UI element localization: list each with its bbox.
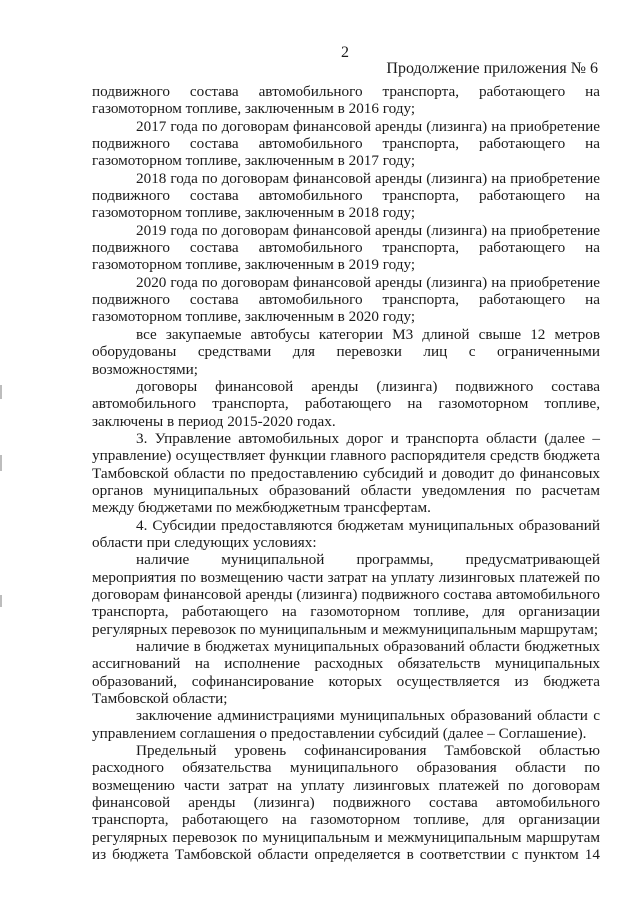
paragraph: все закупаемые автобусы категории М3 длиной свыше 12 метров оборудованы средствами для перевозки лиц с ограниченными возможностями; — [92, 325, 600, 378]
page-number: 2 — [341, 44, 349, 61]
paragraph: 2017 года по договорам финансовой аренды (лизинга) на приобретение подвижного состава автомобильного транспорта, работающего на газомоторном топливе, заключенным в 2017 году; — [92, 117, 600, 170]
paragraph: 3. Управление автомобильных дорог и транспорта области (далее – управление) осуществляет функции главного распорядителя средств бюджета Тамбовской области по предоставлению субсидий и доводит до финансовых органов муниципальных образований области уведомления по расчетам между бюджетами по межбюджетным трансфертам. — [92, 429, 600, 517]
appendix-continuation-note: Продолжение приложения № 6 — [386, 60, 598, 77]
paragraph: 2019 года по договорам финансовой аренды (лизинга) на приобретение подвижного состава автомобильного транспорта, работающего на газомоторном топливе, заключенным в 2019 году; — [92, 221, 600, 274]
scan-artifact-mark — [0, 455, 2, 471]
paragraph: 4. Субсидии предоставляются бюджетам муниципальных образований области при следующих условиях: — [92, 516, 600, 551]
scan-artifact-mark — [0, 385, 2, 399]
paragraph: заключение администрациями муниципальных образований области с управлением соглашения о предоставлении субсидий (далее – Соглашение). — [92, 707, 600, 742]
paragraph: Предельный уровень софинансирования Тамбовской областью расходного обязательства муниципального образования области по возмещению части затрат на уплату лизинговых платежей по договорам финансовой аренды (лизинга) подвижного состава автомобильного транспорта, работающего на газомоторном топливе, для организации регулярных перевозок по муниципальным и межмуниципальным маршрутам из бюджета Тамбовской области определяется в соответствии с пунктом 14 — [92, 742, 600, 864]
scan-artifact-mark — [0, 595, 2, 607]
paragraph: наличие в бюджетах муниципальных образований области бюджетных ассигнований на исполнение расходных обязательств муниципальных образований, софинансирование которых осуществляется из бюджета Тамбовской области; — [92, 638, 600, 708]
paragraph: договоры финансовой аренды (лизинга) подвижного состава автомобильного транспорта, работающего на газомоторном топливе, заключены в период 2015-2020 годах. — [92, 377, 600, 430]
document-body — [92, 83, 600, 863]
paragraph: 2020 года по договорам финансовой аренды (лизинга) на приобретение подвижного состава автомобильного транспорта, работающего на газомоторном топливе, заключенным в 2020 году; — [92, 273, 600, 326]
paragraph: подвижного состава автомобильного транспорта, работающего на газомоторном топливе, заключенным в 2016 году; — [92, 83, 600, 118]
paragraph: 2018 года по договорам финансовой аренды (лизинга) на приобретение подвижного состава автомобильного транспорта, работающего на газомоторном топливе, заключенным в 2018 году; — [92, 169, 600, 222]
paragraph: наличие муниципальной программы, предусматривающей мероприятия по возмещению части затрат на уплату лизинговых платежей по договорам финансовой аренды (лизинга) подвижного состава автомобильного транспорта, работающего на газомоторном топливе, для организации регулярных перевозок по муниципальным и межмуниципальным маршрутам; — [92, 551, 600, 638]
